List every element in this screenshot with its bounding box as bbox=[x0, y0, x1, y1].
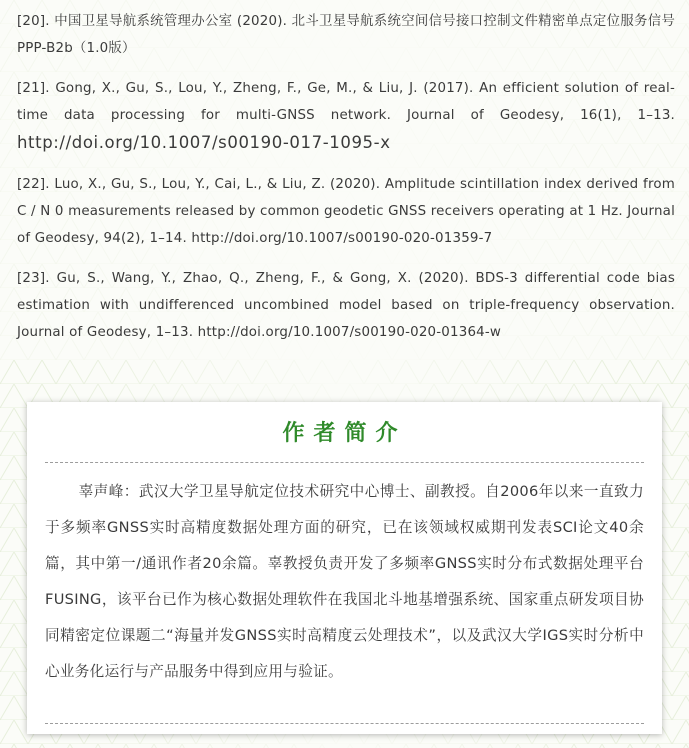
divider bbox=[45, 723, 644, 724]
reference-item bbox=[17, 75, 675, 158]
reference-text: [23]. Gu, S., Wang, Y., Zhao, Q., Zheng, F., & Gong, X. (2020). BDS-3 differential code bias estimation with undifferenced uncombined model based on triple-frequency observation. Journal of Geodesy, 1–13. http://doi.org/10.1007/s00190-020-01364-w bbox=[17, 271, 675, 340]
reference-text: [20]. 中国卫星导航系统管理办公室 (2020). 北斗卫星导航系统空间信号接口控制文件精密单点定位服务信号PPP-B2b（1.0版） bbox=[17, 14, 675, 56]
author-bio-card bbox=[27, 402, 662, 734]
author-bio-text: 辜声峰：武汉大学卫星导航定位技术研究中心博士、副教授。自2006年以来一直致力于多频率GNSS实时高精度数据处理方面的研究，已在该领域权威期刊发表SCI论文40余篇，其中第一/通讯作者20余篇。辜教授负责开发了多频率GNSS实时分布式数据处理平台FUSING，该平台已作为核心数据处理软件在我国北斗地基增强系统、国家重点研发项目协同精密定位课题二“海量并发GNSS实时高精度云处理技术”，以及武汉大学IGS实时分析中心业务化运行与产品服务中得到应用与验证。 bbox=[45, 483, 644, 680]
reference-text: [21]. Gong, X., Gu, S., Lou, Y., Zheng, F., Ge, M., & Liu, J. (2017). An efficient solution of real-time data processing for multi-GNSS network. Journal of Geodesy, 16(1), 1–13. bbox=[17, 81, 675, 123]
reference-item bbox=[17, 265, 675, 346]
reference-text: [22]. Luo, X., Gu, S., Lou, Y., Cai, L., & Liu, Z. (2020). Amplitude scintillation index derived from C / N 0 measurements released by common geodetic GNSS receivers operating at 1 Hz. Journal of Geodesy, 94(2), 1–14. http://doi.org/10.1007/s00190-020-01359-7 bbox=[17, 177, 675, 246]
reference-item bbox=[17, 8, 675, 62]
reference-doi-link[interactable]: http://doi.org/10.1007/s00190-017-1095-x bbox=[17, 133, 391, 152]
references-list bbox=[0, 0, 689, 346]
divider bbox=[45, 462, 644, 463]
reference-item bbox=[17, 171, 675, 252]
author-bio-title: 作者简介 bbox=[282, 421, 407, 446]
